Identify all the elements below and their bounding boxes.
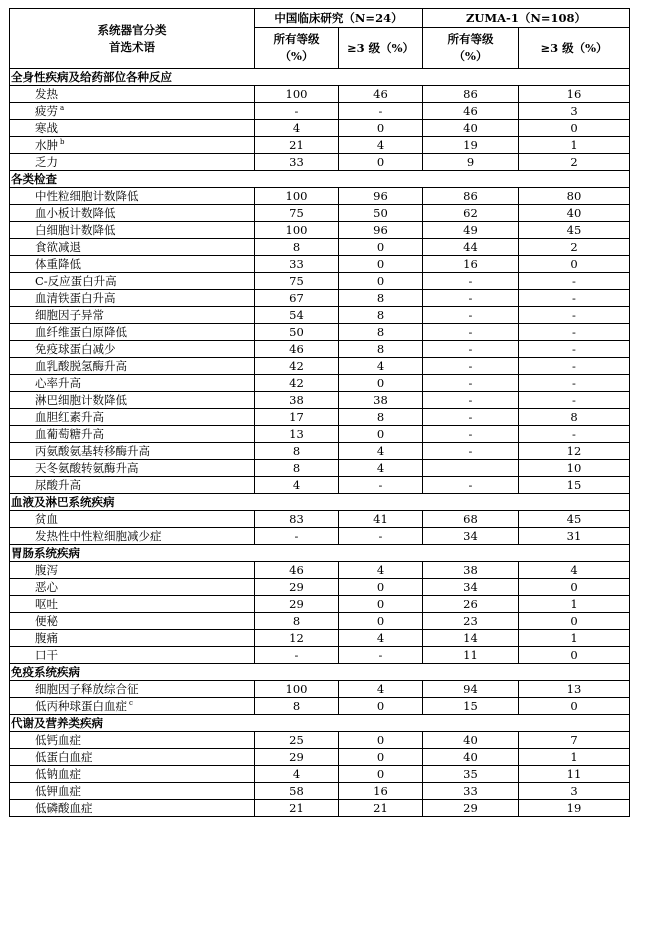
cn-all-grades-cell: 17 xyxy=(255,409,339,426)
all-grades-label: 所有等级 xyxy=(273,32,320,46)
cn-all-grades-cell: 100 xyxy=(255,188,339,205)
cn-all-grades-cell: 50 xyxy=(255,324,339,341)
term-label: 腹泻 xyxy=(35,563,58,577)
header-study-zuma1: ZUMA-1（N=108） xyxy=(423,9,630,28)
term-label: 低钙血症 xyxy=(35,733,81,747)
term-cell xyxy=(10,630,255,647)
cn-all-grades-cell: 4 xyxy=(255,477,339,494)
cn-all-grades-cell: 29 xyxy=(255,596,339,613)
zuma-all-grades-cell: 23 xyxy=(423,613,519,630)
zuma-grade3-cell: - xyxy=(519,392,630,409)
zuma-all-grades-cell: - xyxy=(423,290,519,307)
category-row xyxy=(10,494,630,511)
table-row xyxy=(10,256,630,273)
zuma-all-grades-cell: - xyxy=(423,477,519,494)
zuma-grade3-cell: - xyxy=(519,375,630,392)
table-body xyxy=(10,69,630,817)
zuma-all-grades-cell: 16 xyxy=(423,256,519,273)
term-label: 低丙种球蛋白血症 xyxy=(35,699,127,713)
table-row xyxy=(10,528,630,545)
table-row xyxy=(10,392,630,409)
table-row xyxy=(10,375,630,392)
zuma-all-grades-cell: - xyxy=(423,375,519,392)
term-label: 心率升高 xyxy=(35,376,81,390)
term-cell xyxy=(10,188,255,205)
cn-grade3-cell: 4 xyxy=(339,562,423,579)
cn-all-grades-cell: 29 xyxy=(255,749,339,766)
term-label: 丙氨酸氨基转移酶升高 xyxy=(35,444,150,458)
all-grades-unit: （%） xyxy=(279,49,314,63)
term-label: 细胞因子异常 xyxy=(35,308,104,322)
cn-grade3-cell: 16 xyxy=(339,783,423,800)
zuma-grade3-cell: 11 xyxy=(519,766,630,783)
zuma-all-grades-cell: 46 xyxy=(423,103,519,120)
cn-grade3-cell: - xyxy=(339,103,423,120)
zuma-grade3-cell: 2 xyxy=(519,154,630,171)
term-cell xyxy=(10,358,255,375)
term-cell xyxy=(10,766,255,783)
header-cn-all-grades xyxy=(255,28,339,69)
zuma-grade3-cell: - xyxy=(519,307,630,324)
term-cell xyxy=(10,290,255,307)
cn-all-grades-cell: 33 xyxy=(255,154,339,171)
cn-grade3-cell: 0 xyxy=(339,749,423,766)
zuma-grade3-cell: 19 xyxy=(519,800,630,817)
term-cell xyxy=(10,460,255,477)
table-row xyxy=(10,426,630,443)
term-cell xyxy=(10,596,255,613)
zuma-grade3-cell: - xyxy=(519,273,630,290)
zuma-grade3-cell: 80 xyxy=(519,188,630,205)
table-row xyxy=(10,562,630,579)
zuma-all-grades-cell: - xyxy=(423,443,519,460)
zuma-all-grades-cell: 44 xyxy=(423,239,519,256)
adverse-reactions-table xyxy=(9,8,630,817)
cn-grade3-cell: 0 xyxy=(339,154,423,171)
zuma-grade3-cell: - xyxy=(519,290,630,307)
zuma-all-grades-cell: - xyxy=(423,409,519,426)
zuma-all-grades-cell: 86 xyxy=(423,188,519,205)
cn-all-grades-cell: 83 xyxy=(255,511,339,528)
cn-all-grades-cell: 75 xyxy=(255,273,339,290)
cn-grade3-cell: 4 xyxy=(339,137,423,154)
category-row xyxy=(10,664,630,681)
category-row xyxy=(10,171,630,188)
cn-grade3-cell: 4 xyxy=(339,460,423,477)
zuma-all-grades-cell: 40 xyxy=(423,749,519,766)
table-row xyxy=(10,137,630,154)
zuma-grade3-cell: 45 xyxy=(519,511,630,528)
zuma-all-grades-cell: 34 xyxy=(423,528,519,545)
term-label: 体重降低 xyxy=(35,257,81,271)
table-row xyxy=(10,409,630,426)
zuma-grade3-cell: 0 xyxy=(519,698,630,715)
term-label: 血清铁蛋白升高 xyxy=(35,291,116,305)
term-cell xyxy=(10,103,255,120)
cn-all-grades-cell: 75 xyxy=(255,205,339,222)
category-row xyxy=(10,69,630,86)
header-zuma-grade3: ≥3 级（%） xyxy=(519,28,630,69)
cn-grade3-cell: 8 xyxy=(339,307,423,324)
cn-grade3-cell: 96 xyxy=(339,188,423,205)
cn-grade3-cell: 4 xyxy=(339,443,423,460)
term-cell xyxy=(10,154,255,171)
table-row xyxy=(10,596,630,613)
term-cell xyxy=(10,375,255,392)
term-cell xyxy=(10,273,255,290)
cn-all-grades-cell: 42 xyxy=(255,358,339,375)
term-label: 疲劳 xyxy=(35,104,58,118)
cn-all-grades-cell: 12 xyxy=(255,630,339,647)
category-label: 血液及淋巴系统疾病 xyxy=(10,494,630,511)
table-row xyxy=(10,732,630,749)
cn-all-grades-cell: 8 xyxy=(255,239,339,256)
term-cell xyxy=(10,647,255,664)
zuma-all-grades-cell: - xyxy=(423,426,519,443)
table-row xyxy=(10,103,630,120)
term-label: 中性粒细胞计数降低 xyxy=(35,189,139,203)
table-row xyxy=(10,358,630,375)
zuma-grade3-cell: - xyxy=(519,426,630,443)
all-grades-label: 所有等级 xyxy=(447,32,494,46)
cn-grade3-cell: 38 xyxy=(339,392,423,409)
zuma-grade3-cell: 15 xyxy=(519,477,630,494)
cn-grade3-cell: 0 xyxy=(339,256,423,273)
cn-grade3-cell: 0 xyxy=(339,120,423,137)
zuma-all-grades-cell: 11 xyxy=(423,647,519,664)
cn-grade3-cell: 41 xyxy=(339,511,423,528)
term-label: 口干 xyxy=(35,648,58,662)
zuma-all-grades-cell: 19 xyxy=(423,137,519,154)
table-row xyxy=(10,800,630,817)
cn-grade3-cell: 0 xyxy=(339,732,423,749)
table-row xyxy=(10,86,630,103)
cn-all-grades-cell: 58 xyxy=(255,783,339,800)
zuma-grade3-cell: 40 xyxy=(519,205,630,222)
table-row xyxy=(10,766,630,783)
cn-all-grades-cell: 8 xyxy=(255,698,339,715)
cn-grade3-cell: 0 xyxy=(339,579,423,596)
cn-all-grades-cell: 8 xyxy=(255,613,339,630)
zuma-grade3-cell: 13 xyxy=(519,681,630,698)
zuma-all-grades-cell: - xyxy=(423,392,519,409)
cn-all-grades-cell: 100 xyxy=(255,681,339,698)
term-label: 低磷酸血症 xyxy=(35,801,93,815)
table-row xyxy=(10,460,630,477)
cn-grade3-cell: 4 xyxy=(339,630,423,647)
category-label: 各类检查 xyxy=(10,171,630,188)
cn-all-grades-cell: 46 xyxy=(255,562,339,579)
table-row xyxy=(10,341,630,358)
cn-grade3-cell: 0 xyxy=(339,426,423,443)
cn-all-grades-cell: 21 xyxy=(255,137,339,154)
term-label: 便秘 xyxy=(35,614,58,628)
cn-grade3-cell: 0 xyxy=(339,273,423,290)
zuma-grade3-cell: 0 xyxy=(519,120,630,137)
term-cell xyxy=(10,562,255,579)
zuma-grade3-cell: 12 xyxy=(519,443,630,460)
term-label: 发热 xyxy=(35,87,58,101)
term-cell xyxy=(10,324,255,341)
table-row xyxy=(10,239,630,256)
term-cell xyxy=(10,749,255,766)
table-row xyxy=(10,290,630,307)
term-label: 腹痛 xyxy=(35,631,58,645)
term-cell xyxy=(10,528,255,545)
term-label: 发热性中性粒细胞减少症 xyxy=(35,529,162,543)
term-label: 呕吐 xyxy=(35,597,58,611)
term-cell xyxy=(10,800,255,817)
term-label: 寒战 xyxy=(35,121,58,135)
cn-all-grades-cell: 67 xyxy=(255,290,339,307)
cn-all-grades-cell: 46 xyxy=(255,341,339,358)
header-study-china: 中国临床研究（N=24） xyxy=(255,9,423,28)
zuma-grade3-cell: - xyxy=(519,341,630,358)
cn-grade3-cell: 0 xyxy=(339,613,423,630)
term-cell xyxy=(10,409,255,426)
term-cell xyxy=(10,681,255,698)
cn-grade3-cell: 96 xyxy=(339,222,423,239)
cn-grade3-cell: 8 xyxy=(339,324,423,341)
table-row xyxy=(10,647,630,664)
zuma-grade3-cell: 10 xyxy=(519,460,630,477)
zuma-grade3-cell: 31 xyxy=(519,528,630,545)
term-cell xyxy=(10,443,255,460)
cn-all-grades-cell: 38 xyxy=(255,392,339,409)
term-cell xyxy=(10,477,255,494)
category-label: 免疫系统疾病 xyxy=(10,664,630,681)
cn-all-grades-cell: 100 xyxy=(255,86,339,103)
cn-all-grades-cell: 8 xyxy=(255,443,339,460)
zuma-all-grades-cell: 86 xyxy=(423,86,519,103)
zuma-grade3-cell: 3 xyxy=(519,103,630,120)
term-label: 免疫球蛋白减少 xyxy=(35,342,116,356)
header-soc-line1: 系统器官分类 xyxy=(97,22,167,37)
cn-grade3-cell: 21 xyxy=(339,800,423,817)
cn-all-grades-cell: 33 xyxy=(255,256,339,273)
cn-all-grades-cell: 4 xyxy=(255,766,339,783)
term-label: 血胆红素升高 xyxy=(35,410,104,424)
category-label: 代谢及营养类疾病 xyxy=(10,715,630,732)
cn-grade3-cell: 0 xyxy=(339,766,423,783)
zuma-grade3-cell: 1 xyxy=(519,596,630,613)
term-cell xyxy=(10,579,255,596)
zuma-all-grades-cell: 26 xyxy=(423,596,519,613)
all-grades-unit: （%） xyxy=(453,49,488,63)
cn-all-grades-cell: 25 xyxy=(255,732,339,749)
zuma-grade3-cell: 3 xyxy=(519,783,630,800)
cn-all-grades-cell: 13 xyxy=(255,426,339,443)
cn-grade3-cell: 0 xyxy=(339,698,423,715)
zuma-grade3-cell: 7 xyxy=(519,732,630,749)
zuma-all-grades-cell: 49 xyxy=(423,222,519,239)
table-row xyxy=(10,749,630,766)
table-row xyxy=(10,477,630,494)
cn-grade3-cell: 4 xyxy=(339,681,423,698)
category-label: 全身性疾病及给药部位各种反应 xyxy=(10,69,630,86)
zuma-all-grades-cell: 35 xyxy=(423,766,519,783)
term-label: 贫血 xyxy=(35,512,58,526)
zuma-grade3-cell: 0 xyxy=(519,647,630,664)
term-label: 细胞因子释放综合征 xyxy=(35,682,139,696)
zuma-grade3-cell: - xyxy=(519,358,630,375)
cn-grade3-cell: 0 xyxy=(339,596,423,613)
term-cell xyxy=(10,307,255,324)
cn-all-grades-cell: - xyxy=(255,647,339,664)
term-cell xyxy=(10,222,255,239)
term-cell xyxy=(10,341,255,358)
term-cell xyxy=(10,698,255,715)
term-cell xyxy=(10,613,255,630)
table-row xyxy=(10,443,630,460)
cn-grade3-cell: 0 xyxy=(339,239,423,256)
table-header xyxy=(10,9,630,69)
term-label: 低钾血症 xyxy=(35,784,81,798)
zuma-all-grades-cell: 15 xyxy=(423,698,519,715)
cn-all-grades-cell: 42 xyxy=(255,375,339,392)
term-cell xyxy=(10,426,255,443)
cn-grade3-cell: 50 xyxy=(339,205,423,222)
table-row xyxy=(10,783,630,800)
zuma-grade3-cell: 45 xyxy=(519,222,630,239)
zuma-all-grades-cell: - xyxy=(423,341,519,358)
zuma-all-grades-cell: - xyxy=(423,307,519,324)
table-row xyxy=(10,681,630,698)
cn-all-grades-cell: - xyxy=(255,528,339,545)
cn-grade3-cell: - xyxy=(339,528,423,545)
term-label: 低蛋白血症 xyxy=(35,750,93,764)
term-cell xyxy=(10,86,255,103)
term-label: 水肿 xyxy=(35,138,58,152)
zuma-all-grades-cell: - xyxy=(423,358,519,375)
header-cn-grade3: ≥3 级（%） xyxy=(339,28,423,69)
term-cell xyxy=(10,239,255,256)
term-cell xyxy=(10,783,255,800)
table-row xyxy=(10,120,630,137)
zuma-all-grades-cell: 33 xyxy=(423,783,519,800)
cn-grade3-cell: 8 xyxy=(339,290,423,307)
table-row xyxy=(10,511,630,528)
cn-grade3-cell: - xyxy=(339,647,423,664)
cn-grade3-cell: 8 xyxy=(339,341,423,358)
cn-all-grades-cell: 21 xyxy=(255,800,339,817)
cn-all-grades-cell: - xyxy=(255,103,339,120)
zuma-all-grades-cell: 34 xyxy=(423,579,519,596)
table-row xyxy=(10,613,630,630)
zuma-all-grades-cell: 40 xyxy=(423,732,519,749)
cn-grade3-cell: 8 xyxy=(339,409,423,426)
zuma-grade3-cell: 1 xyxy=(519,630,630,647)
term-label: 恶心 xyxy=(35,580,58,594)
table-row xyxy=(10,698,630,715)
table-row xyxy=(10,307,630,324)
zuma-all-grades-cell: 38 xyxy=(423,562,519,579)
table-row xyxy=(10,188,630,205)
cn-all-grades-cell: 29 xyxy=(255,579,339,596)
zuma-all-grades-cell: - xyxy=(423,324,519,341)
term-cell xyxy=(10,137,255,154)
term-label: 天冬氨酸转氨酶升高 xyxy=(35,461,139,475)
footnote-marker: c xyxy=(129,699,133,707)
zuma-grade3-cell: 4 xyxy=(519,562,630,579)
table-row xyxy=(10,579,630,596)
header-soc-line2: 首选术语 xyxy=(109,39,155,54)
zuma-all-grades-cell: - xyxy=(423,273,519,290)
term-label: 乏力 xyxy=(35,155,58,169)
zuma-all-grades-cell: 94 xyxy=(423,681,519,698)
table-row xyxy=(10,205,630,222)
cn-all-grades-cell: 100 xyxy=(255,222,339,239)
term-cell xyxy=(10,511,255,528)
term-label: 血乳酸脱氢酶升高 xyxy=(35,359,127,373)
table-row xyxy=(10,630,630,647)
table-row xyxy=(10,324,630,341)
zuma-grade3-cell: 0 xyxy=(519,613,630,630)
footnote-marker: b xyxy=(60,138,65,146)
category-row xyxy=(10,715,630,732)
zuma-grade3-cell: 8 xyxy=(519,409,630,426)
cn-all-grades-cell: 54 xyxy=(255,307,339,324)
header-row-studies xyxy=(10,9,630,28)
table-row xyxy=(10,273,630,290)
header-zuma-all-grades xyxy=(423,28,519,69)
term-cell xyxy=(10,732,255,749)
term-cell xyxy=(10,120,255,137)
category-label: 胃肠系统疾病 xyxy=(10,545,630,562)
zuma-all-grades-cell: 14 xyxy=(423,630,519,647)
term-cell xyxy=(10,205,255,222)
term-label: 白细胞计数降低 xyxy=(35,223,116,237)
zuma-grade3-cell: - xyxy=(519,324,630,341)
zuma-grade3-cell: 0 xyxy=(519,579,630,596)
category-row xyxy=(10,545,630,562)
footnote-marker: a xyxy=(60,104,65,112)
header-soc-cell xyxy=(10,9,255,69)
zuma-grade3-cell: 1 xyxy=(519,749,630,766)
term-label: 尿酸升高 xyxy=(35,478,81,492)
zuma-grade3-cell: 2 xyxy=(519,239,630,256)
term-label: 血葡萄糖升高 xyxy=(35,427,104,441)
zuma-grade3-cell: 0 xyxy=(519,256,630,273)
cn-all-grades-cell: 8 xyxy=(255,460,339,477)
cn-grade3-cell: 0 xyxy=(339,375,423,392)
cn-all-grades-cell: 4 xyxy=(255,120,339,137)
table-row xyxy=(10,154,630,171)
term-cell xyxy=(10,392,255,409)
zuma-grade3-cell: 1 xyxy=(519,137,630,154)
cn-grade3-cell: 46 xyxy=(339,86,423,103)
zuma-all-grades-cell: 9 xyxy=(423,154,519,171)
zuma-grade3-cell: 16 xyxy=(519,86,630,103)
cn-grade3-cell: 4 xyxy=(339,358,423,375)
table-row xyxy=(10,222,630,239)
term-cell xyxy=(10,256,255,273)
cn-grade3-cell: - xyxy=(339,477,423,494)
zuma-all-grades-cell: 40 xyxy=(423,120,519,137)
term-label: 低钠血症 xyxy=(35,767,81,781)
zuma-all-grades-cell: 29 xyxy=(423,800,519,817)
term-label: 食欲减退 xyxy=(35,240,81,254)
term-label: 淋巴细胞计数降低 xyxy=(35,393,127,407)
zuma-all-grades-cell: 62 xyxy=(423,205,519,222)
zuma-all-grades-cell xyxy=(423,460,519,477)
zuma-all-grades-cell: 68 xyxy=(423,511,519,528)
term-label: C-反应蛋白升高 xyxy=(35,274,117,288)
term-label: 血小板计数降低 xyxy=(35,206,116,220)
term-label: 血纤维蛋白原降低 xyxy=(35,325,127,339)
